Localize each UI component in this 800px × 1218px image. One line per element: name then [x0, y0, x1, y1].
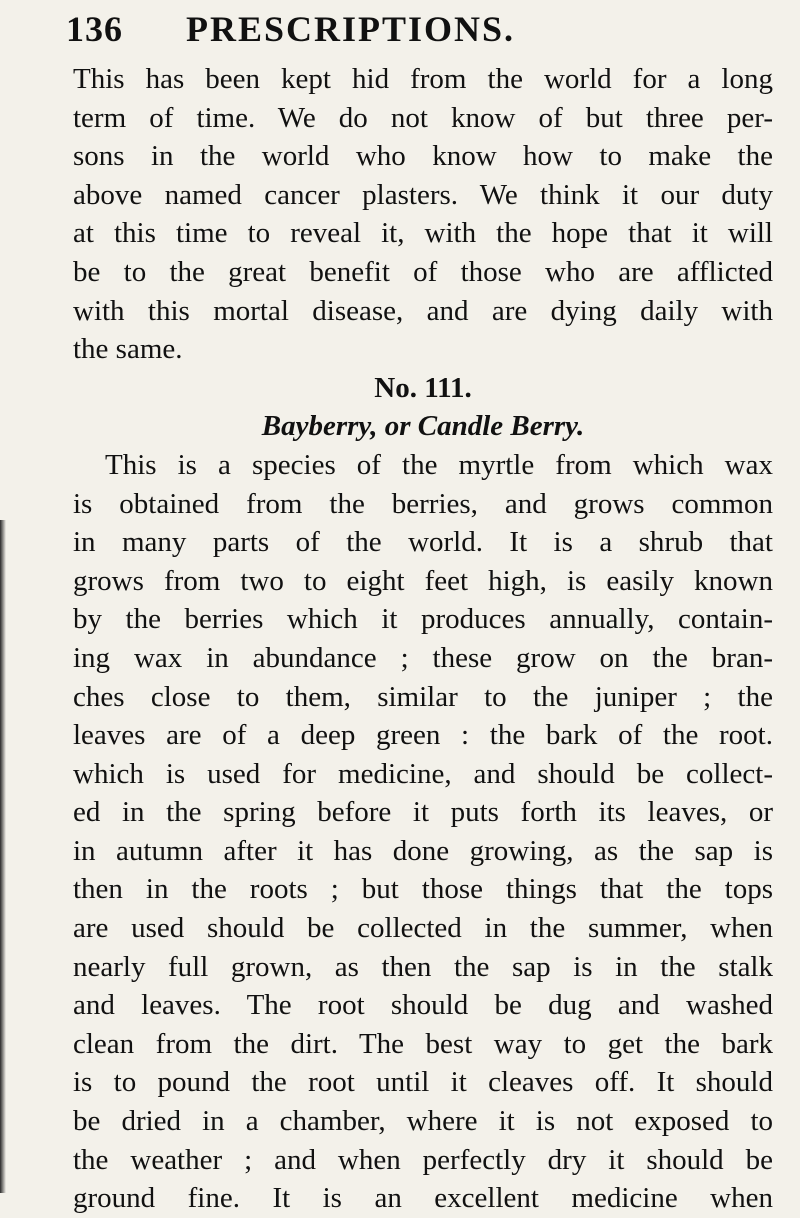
text-line: nearly full grown, as then the sap is in the stalk: [73, 950, 773, 983]
text-line: at this time to reveal it, with the hope that it will: [73, 217, 773, 250]
text-line: in many parts of the world. It is a shrub that: [73, 526, 773, 559]
body-text: [73, 60, 773, 1218]
section-title: Bayberry, or Candle Berry.: [261, 410, 585, 443]
text-line: is to pound the root until it cleaves off. It should: [73, 1066, 773, 1099]
text-line: ground fine. It is an excellent medicine when: [73, 1182, 773, 1215]
page-number: 136: [66, 9, 123, 49]
running-head: PRESCRIPTIONS.: [186, 9, 516, 49]
text-line: the weather ; and when perfectly dry it should be: [73, 1143, 773, 1176]
text-line: This is a species of the myrtle from which wax: [105, 448, 773, 481]
text-line: be dried in a chamber, where it is not exposed to: [73, 1105, 773, 1138]
text-line: clean from the dirt. The best way to get the bark: [73, 1027, 773, 1060]
text-line: by the berries which it produces annually, contain-: [73, 603, 773, 636]
text-line: term of time. We do not know of but three per-: [73, 101, 773, 134]
text-line: which is used for medicine, and should be collect-: [73, 757, 773, 790]
page-edge-shadow: [0, 520, 6, 1193]
text-line: leaves are of a deep green : the bark of the root.: [73, 719, 773, 752]
text-line: the same.: [73, 333, 183, 366]
text-line: with this mortal disease, and are dying daily with: [73, 294, 773, 327]
paragraph-2: [73, 446, 773, 1218]
page-header: [66, 8, 766, 58]
section-number: No. 111.: [374, 371, 472, 404]
text-line: above named cancer plasters. We think it our duty: [73, 178, 773, 211]
text-line: grows from two to eight feet high, is easily known: [73, 564, 773, 597]
text-line: ed in the spring before it puts forth its leaves, or: [73, 796, 773, 829]
text-line: is obtained from the berries, and grows common: [73, 487, 773, 520]
text-line: ing wax in abundance ; these grow on the bran-: [73, 641, 773, 674]
text-line: be to the great benefit of those who are afflicted: [73, 255, 773, 288]
text-line: This has been kept hid from the world for a long: [73, 63, 773, 95]
text-line: in autumn after it has done growing, as the sap is: [73, 834, 773, 867]
text-line: sons in the world who know how to make the: [73, 140, 773, 173]
text-line: then in the roots ; but those things that the tops: [73, 873, 773, 906]
text-line: and leaves. The root should be dug and washed: [73, 989, 773, 1022]
text-line: ches close to them, similar to the juniper ; the: [73, 680, 773, 713]
text-line: are used should be collected in the summer, when: [73, 912, 773, 945]
paragraph-1: [73, 60, 773, 369]
